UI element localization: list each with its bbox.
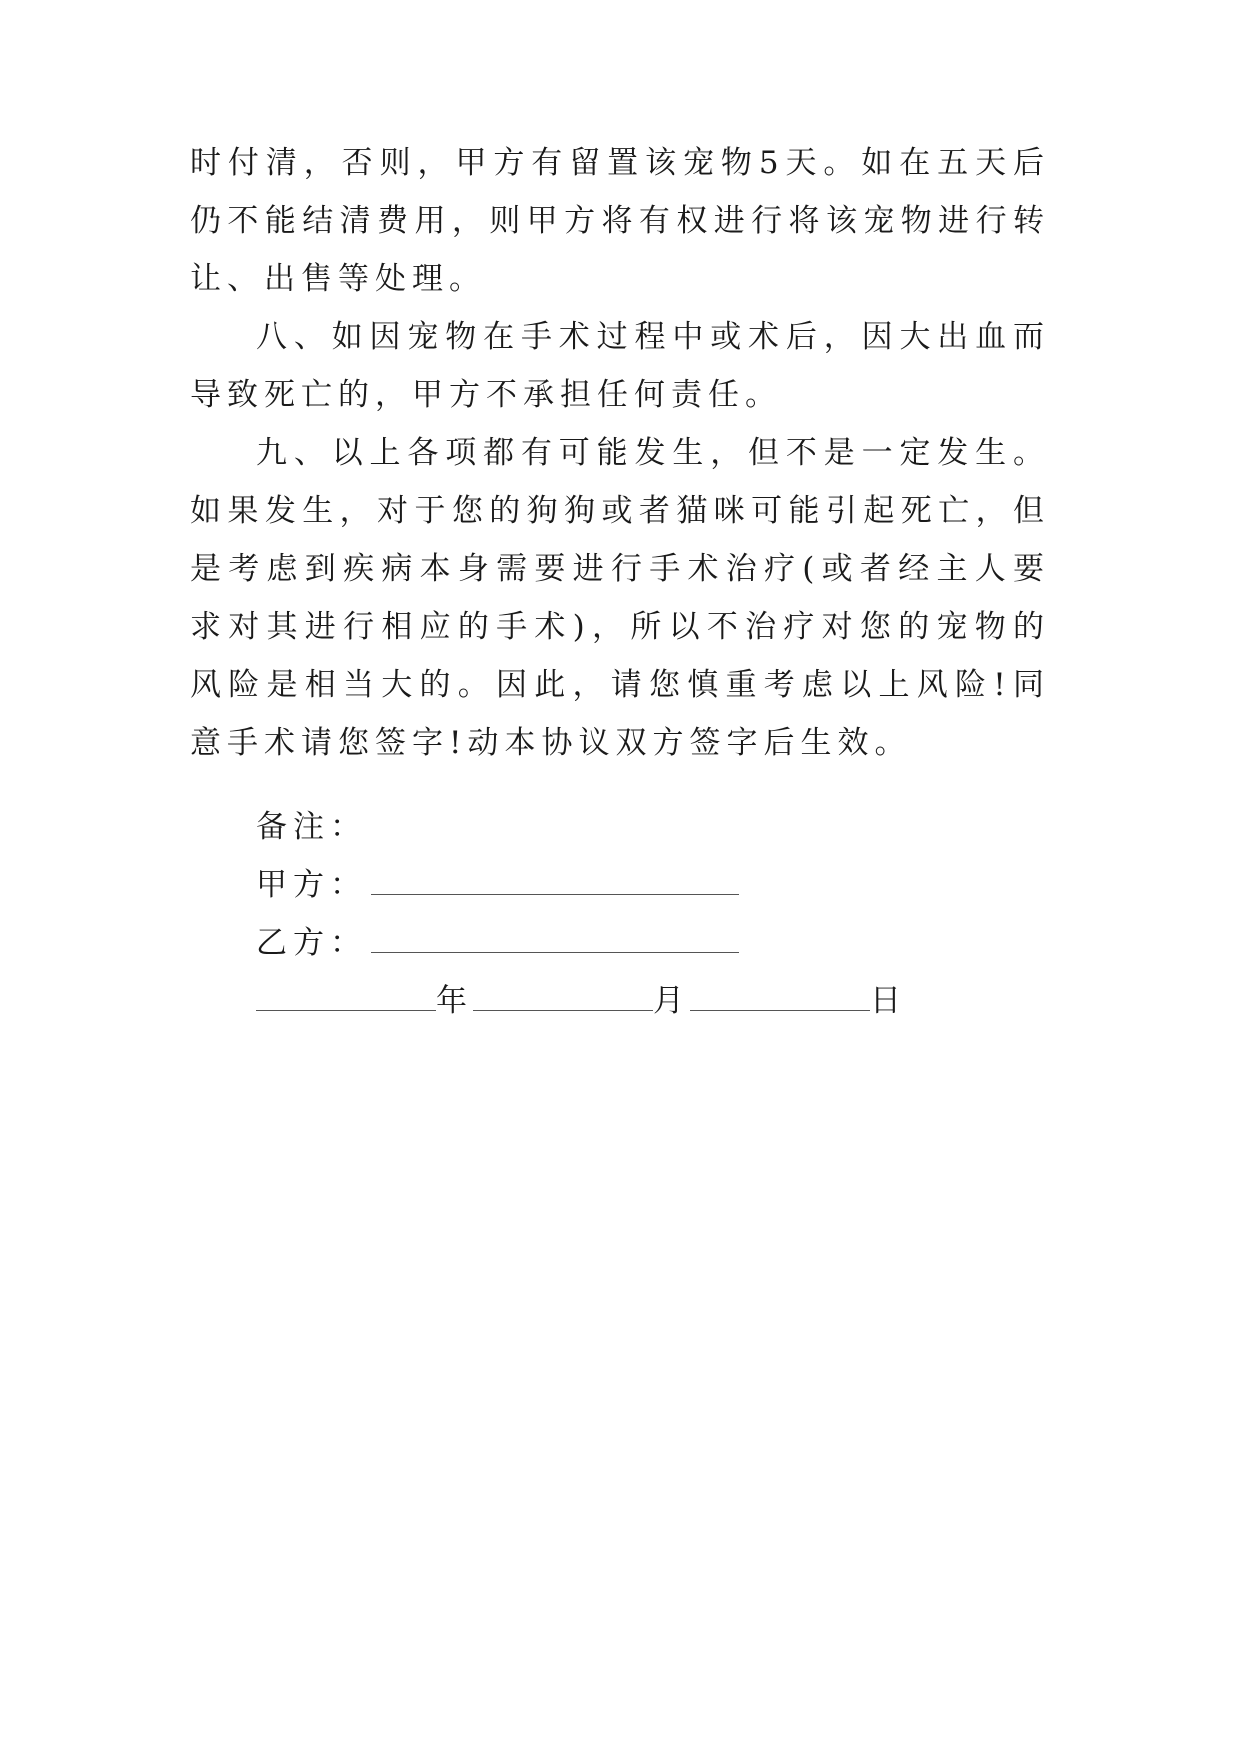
month-label: 月 [653,983,690,1019]
day-label: 日 [870,983,907,1019]
party-a-line [256,856,739,914]
month-blank[interactable] [473,980,653,1011]
year-label: 年 [436,983,473,1019]
party-b-label: 乙方： [256,925,367,961]
year-blank[interactable] [256,980,436,1011]
paragraph-clause-9: 九、以上各项都有可能发生，但不是一定发生。如果发生，对于您的狗狗或者猫咪可能引起死亡，但是考虑到疾病本身需要进行手术治疗(或者经主人要求对其进行相应的手术)，所以不治疗对您的宠物的风险是相当大的。因此，请您慎重考虑以上风险!同意手术请您签字!动本协议双方签字后生效。 [190,435,1050,761]
day-blank[interactable] [690,980,870,1011]
party-b-line [256,914,739,972]
remarks-line [256,798,367,856]
party-b-signature-blank[interactable] [371,922,739,953]
date-line [256,972,907,1030]
body-text [190,134,1050,772]
paragraph-clause-8: 八、如因宠物在手术过程中或术后，因大出血而导致死亡的，甲方不承担任何责任。 [190,319,1050,413]
remarks-label: 备注： [256,809,367,845]
paragraph-payment-terms: 时付清，否则，甲方有留置该宠物5天。如在五天后仍不能结清费用，则甲方将有权进行将该宠物进行转让、出售等处理。 [190,145,1050,297]
party-a-label: 甲方： [256,867,367,903]
party-a-signature-blank[interactable] [371,864,739,895]
